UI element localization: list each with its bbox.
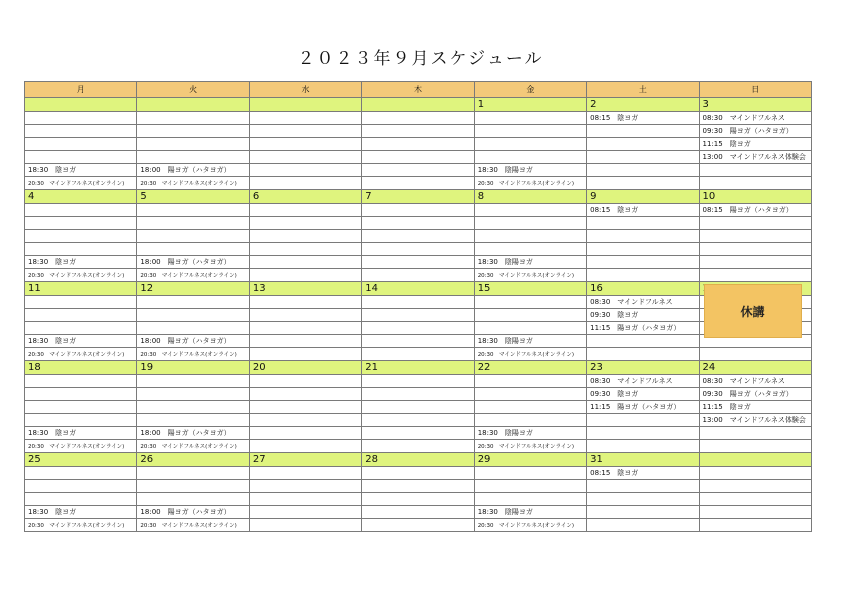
event-cell (137, 230, 249, 243)
date-cell: 23 (587, 361, 699, 375)
event-cell (249, 519, 361, 532)
event-cell (25, 322, 137, 335)
event-cell (362, 427, 474, 440)
event-row (25, 243, 812, 256)
event-cell (474, 414, 586, 427)
event-cell (249, 480, 361, 493)
event-cell (587, 506, 699, 519)
date-cell: 28 (362, 453, 474, 467)
event-cell (474, 151, 586, 164)
event-row (25, 151, 812, 164)
event-cell (137, 467, 249, 480)
event-cell (137, 243, 249, 256)
event-row (25, 375, 812, 388)
event-cell: 20:30 マインドフルネス(オンライン) (25, 269, 137, 282)
event-cell (25, 125, 137, 138)
event-cell (362, 440, 474, 453)
event-cell (249, 493, 361, 506)
event-cell (362, 243, 474, 256)
event-cell (362, 309, 474, 322)
event-cell (587, 269, 699, 282)
date-cell: 6 (249, 190, 361, 204)
date-cell: 1 (474, 98, 586, 112)
event-cell (249, 375, 361, 388)
event-cell (587, 427, 699, 440)
event-cell: 08:15 陽ヨガ（ハタヨガ） (699, 204, 811, 217)
event-row (25, 348, 812, 361)
event-cell (362, 480, 474, 493)
class-cancelled-badge: 休講 (704, 284, 802, 338)
event-cell (362, 519, 474, 532)
event-cell (699, 177, 811, 190)
date-cell: 14 (362, 282, 474, 296)
event-row (25, 440, 812, 453)
event-row (25, 322, 812, 335)
date-cell: 15 (474, 282, 586, 296)
event-cell (474, 296, 586, 309)
event-cell (249, 335, 361, 348)
event-cell: 18:00 陽ヨガ（ハタヨガ） (137, 164, 249, 177)
event-cell (362, 151, 474, 164)
date-cell: 7 (362, 190, 474, 204)
date-cell: 10 (699, 190, 811, 204)
event-cell (362, 138, 474, 151)
event-cell (137, 138, 249, 151)
date-row (25, 361, 812, 375)
event-cell (474, 467, 586, 480)
event-cell (137, 217, 249, 230)
event-cell (25, 296, 137, 309)
event-cell: 18:00 陽ヨガ（ハタヨガ） (137, 256, 249, 269)
event-cell (699, 230, 811, 243)
date-cell: 18 (25, 361, 137, 375)
event-cell (587, 138, 699, 151)
event-cell (249, 204, 361, 217)
event-cell (249, 243, 361, 256)
event-cell (25, 401, 137, 414)
event-cell (137, 414, 249, 427)
event-cell: 13:00 マインドフルネス体験会 (699, 151, 811, 164)
event-cell: 18:00 陽ヨガ（ハタヨガ） (137, 335, 249, 348)
event-cell (137, 112, 249, 125)
event-row (25, 217, 812, 230)
event-cell: 20:30 マインドフルネス(オンライン) (137, 269, 249, 282)
event-cell (137, 125, 249, 138)
event-cell (474, 204, 586, 217)
event-cell (587, 230, 699, 243)
event-cell: 11:15 陽ヨガ（ハタヨガ） (587, 322, 699, 335)
event-cell (362, 204, 474, 217)
event-cell (25, 151, 137, 164)
event-cell: 08:30 マインドフルネス (587, 375, 699, 388)
event-cell (699, 164, 811, 177)
event-cell (587, 519, 699, 532)
event-cell (249, 401, 361, 414)
event-cell (249, 467, 361, 480)
event-cell (474, 375, 586, 388)
date-row (25, 190, 812, 204)
event-cell (362, 467, 474, 480)
event-row (25, 138, 812, 151)
event-cell (25, 375, 137, 388)
event-cell (137, 480, 249, 493)
event-cell: 20:30 マインドフルネス(オンライン) (137, 177, 249, 190)
event-cell (699, 519, 811, 532)
event-cell (249, 151, 361, 164)
event-cell: 20:30 マインドフルネス(オンライン) (25, 440, 137, 453)
event-cell (25, 138, 137, 151)
event-cell: 20:30 マインドフルネス(オンライン) (25, 177, 137, 190)
weekday-header-row (25, 82, 812, 98)
event-cell (699, 217, 811, 230)
event-cell (137, 309, 249, 322)
event-cell (362, 506, 474, 519)
event-cell (699, 493, 811, 506)
date-cell (249, 98, 361, 112)
event-cell (249, 309, 361, 322)
date-cell: 13 (249, 282, 361, 296)
date-cell: 21 (362, 361, 474, 375)
event-cell (137, 296, 249, 309)
date-cell (699, 453, 811, 467)
event-cell: 20:30 マインドフルネス(オンライン) (25, 519, 137, 532)
event-cell (249, 269, 361, 282)
event-cell: 08:30 マインドフルネス (699, 375, 811, 388)
event-cell: 09:30 陰ヨガ (587, 388, 699, 401)
event-cell (362, 348, 474, 361)
event-cell (474, 309, 586, 322)
event-cell (587, 335, 699, 348)
event-row (25, 256, 812, 269)
event-cell (137, 322, 249, 335)
date-cell: 4 (25, 190, 137, 204)
event-cell (362, 230, 474, 243)
event-cell: 08:30 マインドフルネス (699, 112, 811, 125)
event-cell: 08:15 陰ヨガ (587, 204, 699, 217)
date-row (25, 282, 812, 296)
event-cell (474, 493, 586, 506)
weekday-header-thu: 木 (362, 82, 474, 98)
event-cell (137, 375, 249, 388)
event-cell (249, 217, 361, 230)
weekday-header-sat: 土 (587, 82, 699, 98)
event-cell (249, 506, 361, 519)
date-cell (25, 98, 137, 112)
event-cell (25, 204, 137, 217)
event-cell (362, 217, 474, 230)
event-row (25, 230, 812, 243)
event-cell (699, 440, 811, 453)
event-cell (362, 388, 474, 401)
date-cell (362, 98, 474, 112)
event-cell (249, 348, 361, 361)
event-cell (699, 269, 811, 282)
event-cell (474, 112, 586, 125)
event-cell: 08:15 陰ヨガ (587, 112, 699, 125)
event-row (25, 506, 812, 519)
weekday-header-mon: 月 (25, 82, 137, 98)
event-cell (25, 243, 137, 256)
event-cell (362, 164, 474, 177)
event-cell: 20:30 マインドフルネス(オンライン) (137, 348, 249, 361)
event-cell (699, 256, 811, 269)
event-cell (362, 375, 474, 388)
event-cell: 11:15 陰ヨガ (699, 401, 811, 414)
event-cell (25, 112, 137, 125)
event-row (25, 177, 812, 190)
event-cell (25, 388, 137, 401)
event-row (25, 414, 812, 427)
date-cell: 9 (587, 190, 699, 204)
event-cell (249, 427, 361, 440)
date-cell: 26 (137, 453, 249, 467)
event-cell (699, 348, 811, 361)
weekday-header-sun: 日 (699, 82, 811, 98)
event-cell: 20:30 マインドフルネス(オンライン) (474, 440, 586, 453)
event-cell (25, 217, 137, 230)
event-cell: 18:00 陽ヨガ（ハタヨガ） (137, 506, 249, 519)
event-cell (137, 204, 249, 217)
event-cell (699, 243, 811, 256)
event-cell (474, 401, 586, 414)
event-cell (362, 177, 474, 190)
event-cell: 20:30 マインドフルネス(オンライン) (474, 269, 586, 282)
date-cell: 31 (587, 453, 699, 467)
date-cell: 22 (474, 361, 586, 375)
event-cell (474, 217, 586, 230)
event-cell (362, 322, 474, 335)
weekday-header-wed: 水 (249, 82, 361, 98)
date-cell: 5 (137, 190, 249, 204)
event-cell (25, 414, 137, 427)
event-cell (362, 335, 474, 348)
date-cell: 19 (137, 361, 249, 375)
event-cell (587, 480, 699, 493)
event-cell (362, 401, 474, 414)
event-cell: 09:30 陽ヨガ（ハタヨガ） (699, 388, 811, 401)
event-cell (249, 164, 361, 177)
event-cell: 20:30 マインドフルネス(オンライン) (137, 440, 249, 453)
event-cell (249, 296, 361, 309)
event-row (25, 388, 812, 401)
event-cell: 18:30 陰陽ヨガ (474, 335, 586, 348)
event-cell: 08:30 マインドフルネス (587, 296, 699, 309)
event-cell: 09:30 陰ヨガ (587, 309, 699, 322)
event-cell (474, 480, 586, 493)
calendar-body (25, 98, 812, 532)
event-cell: 18:30 陰ヨガ (25, 335, 137, 348)
event-cell (587, 493, 699, 506)
event-row (25, 401, 812, 414)
event-cell: 18:30 陰陽ヨガ (474, 164, 586, 177)
event-cell (699, 304, 811, 335)
event-row (25, 164, 812, 177)
event-cell (587, 348, 699, 361)
event-cell (587, 177, 699, 190)
event-row (25, 112, 812, 125)
event-cell (249, 388, 361, 401)
date-cell: 24 (699, 361, 811, 375)
event-cell: 18:30 陰ヨガ (25, 427, 137, 440)
event-cell (474, 138, 586, 151)
date-cell: 29 (474, 453, 586, 467)
event-cell (474, 230, 586, 243)
event-cell (249, 440, 361, 453)
event-cell: 18:00 陽ヨガ（ハタヨガ） (137, 427, 249, 440)
event-cell (249, 177, 361, 190)
event-cell (587, 256, 699, 269)
event-row (25, 309, 812, 322)
event-row (25, 480, 812, 493)
event-cell: 09:30 陽ヨガ（ハタヨガ） (699, 125, 811, 138)
date-cell: 25 (25, 453, 137, 467)
event-cell: 20:30 マインドフルネス(オンライン) (474, 177, 586, 190)
event-cell (25, 467, 137, 480)
event-cell (249, 230, 361, 243)
date-cell: 2 (587, 98, 699, 112)
event-cell: 18:30 陰ヨガ (25, 506, 137, 519)
schedule-calendar (24, 81, 812, 532)
event-cell (362, 296, 474, 309)
event-cell (587, 125, 699, 138)
date-cell: 12 (137, 282, 249, 296)
date-row (25, 98, 812, 112)
event-cell (474, 322, 586, 335)
date-cell: 27 (249, 453, 361, 467)
event-cell: 11:15 陰ヨガ (699, 138, 811, 151)
event-cell: 18:30 陰ヨガ (25, 256, 137, 269)
event-row (25, 427, 812, 440)
event-cell (699, 506, 811, 519)
event-cell (249, 125, 361, 138)
event-row (25, 204, 812, 217)
event-cell (587, 151, 699, 164)
date-cell: 20 (249, 361, 361, 375)
event-cell (137, 388, 249, 401)
weekday-header-fri: 金 (474, 82, 586, 98)
event-cell (362, 414, 474, 427)
event-cell (25, 480, 137, 493)
date-cell: 3 (699, 98, 811, 112)
event-cell (25, 309, 137, 322)
event-cell (137, 151, 249, 164)
event-row (25, 296, 812, 309)
weekday-header-tue: 火 (137, 82, 249, 98)
event-cell: 20:30 マインドフルネス(オンライン) (25, 348, 137, 361)
event-cell (587, 440, 699, 453)
event-cell (474, 388, 586, 401)
event-cell (249, 256, 361, 269)
event-row (25, 335, 812, 348)
event-cell (699, 480, 811, 493)
event-cell: 20:30 マインドフルネス(オンライン) (474, 519, 586, 532)
event-cell: 18:30 陰ヨガ (25, 164, 137, 177)
event-cell (25, 230, 137, 243)
event-cell (137, 401, 249, 414)
event-cell (25, 493, 137, 506)
event-cell (249, 138, 361, 151)
event-cell (362, 269, 474, 282)
date-cell: 8 (474, 190, 586, 204)
event-cell (699, 467, 811, 480)
event-cell (587, 243, 699, 256)
event-row (25, 269, 812, 282)
event-cell (587, 164, 699, 177)
event-cell: 18:30 陰陽ヨガ (474, 256, 586, 269)
event-cell (362, 112, 474, 125)
event-cell: 20:30 マインドフルネス(オンライン) (474, 348, 586, 361)
event-row (25, 125, 812, 138)
page-title: ２０２３年９月スケジュール (297, 49, 544, 69)
event-cell: 11:15 陽ヨガ（ハタヨガ） (587, 401, 699, 414)
event-cell: 20:30 マインドフルネス(オンライン) (137, 519, 249, 532)
event-row (25, 467, 812, 480)
event-cell (587, 414, 699, 427)
event-cell (137, 493, 249, 506)
event-cell: 18:30 陰陽ヨガ (474, 506, 586, 519)
event-cell: 13:00 マインドフルネス体験会 (699, 414, 811, 427)
event-cell (699, 427, 811, 440)
date-cell (137, 98, 249, 112)
date-cell: 16 (587, 282, 699, 296)
event-row (25, 493, 812, 506)
date-cell: 11 (25, 282, 137, 296)
event-cell (249, 414, 361, 427)
event-cell (362, 256, 474, 269)
event-row (25, 519, 812, 532)
event-cell: 08:15 陰ヨガ (587, 467, 699, 480)
event-cell (362, 125, 474, 138)
event-cell (474, 125, 586, 138)
event-cell (362, 493, 474, 506)
date-row (25, 453, 812, 467)
event-cell: 18:30 陰陽ヨガ (474, 427, 586, 440)
event-cell (249, 112, 361, 125)
event-cell (587, 217, 699, 230)
event-cell (249, 322, 361, 335)
event-cell (474, 243, 586, 256)
